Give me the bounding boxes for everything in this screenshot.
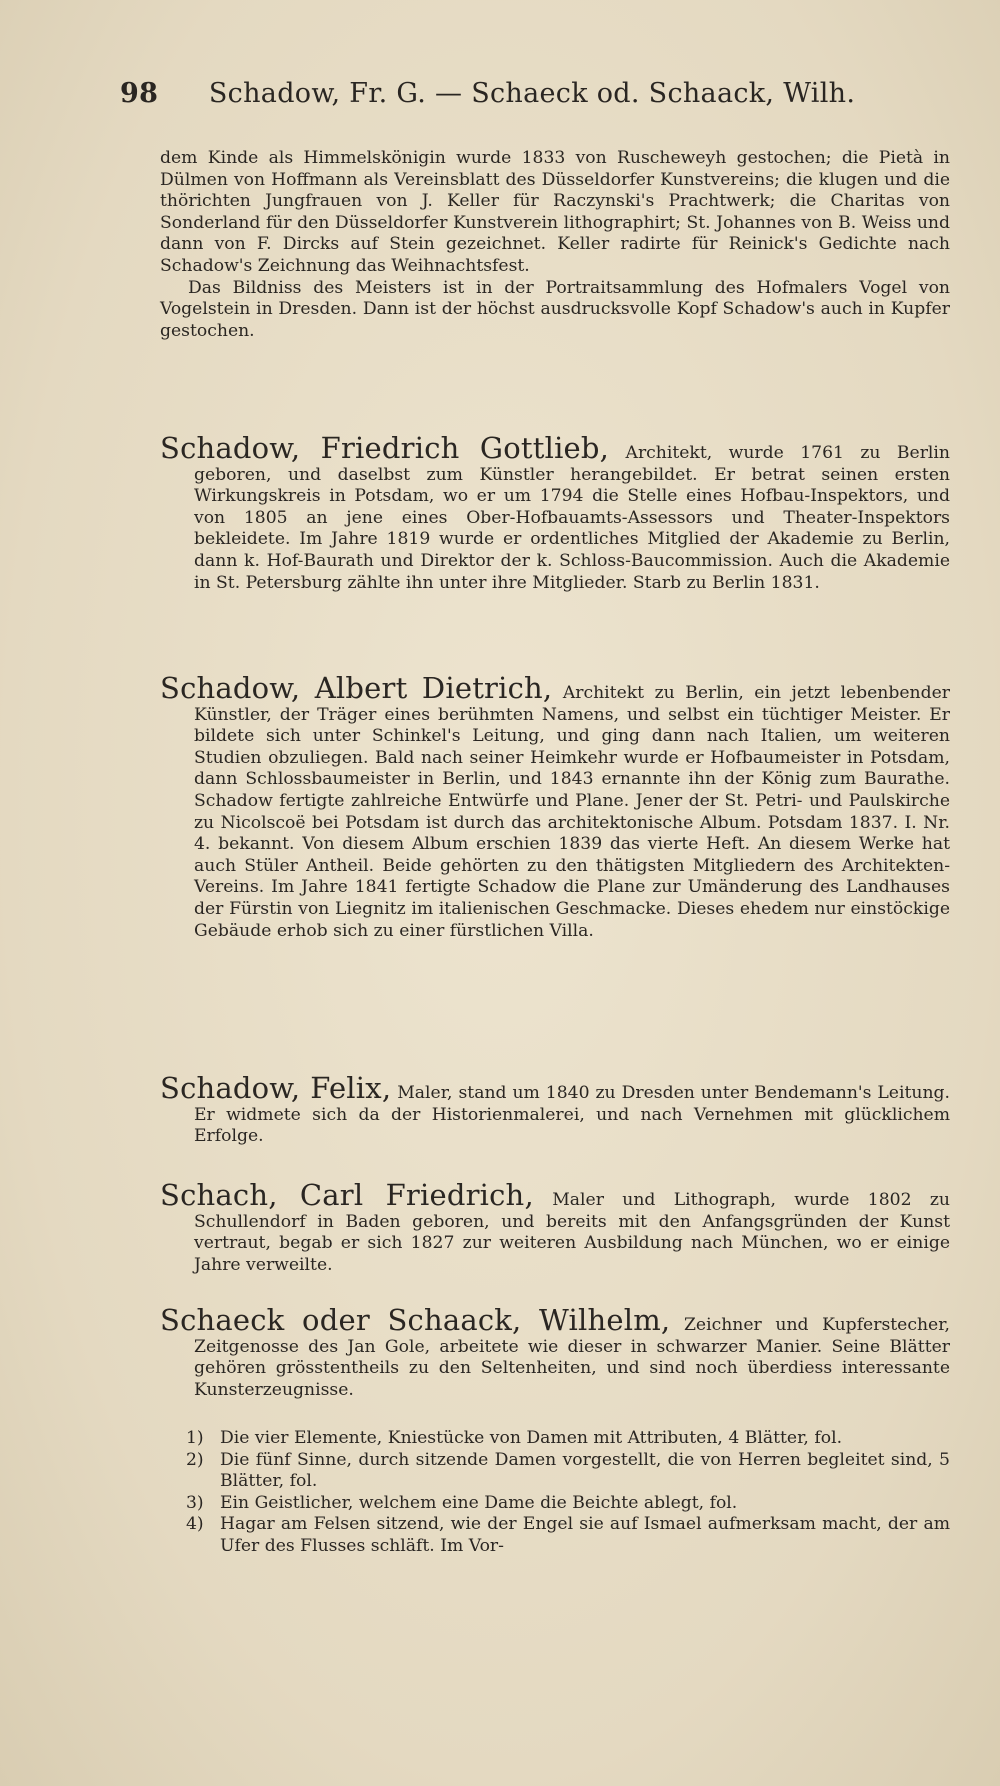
page-number: 98 <box>120 78 159 109</box>
intro-paragraph-1: dem Kinde als Himmelskönigin wurde 1833 von Ruscheweyh gestochen; die Pietà in Dülmen von Hoffmann als Vereinsblatt des Düsseldorfer Kunstvereins; die klugen und die thörichten Jungfrauen von J. Keller für Raczynski's Prachtwerk; die Charitas von Sonderland für den Düsseldorfer Kunstverein lithographirt; St. Johannes von B. Weiss und dann von F. Dircks auf Stein gezeichnet. Keller radirte für Reinick's Gedichte nach Schadow's Zeichnung das Weihnachtsfest. <box>160 148 950 276</box>
list-text: Die fünf Sinne, durch sitzende Damen vorgestellt, die von Herren begleitet sind, 5 Blätter, fol. <box>220 1449 950 1492</box>
list-item <box>186 1428 950 1450</box>
list-number: 2) <box>186 1449 204 1470</box>
intro-section <box>160 148 950 342</box>
intro-paragraph-2: Das Bildniss des Meisters ist in der Portraitsammlung des Hofmalers Vogel von Vogelstein in Dresden. Dann ist der höchst ausdrucksvolle Kopf Schadow's auch in Kupfer gestochen. <box>160 277 950 341</box>
entry-carl-friedrich <box>160 1178 950 1276</box>
list-number: 3) <box>186 1492 204 1513</box>
list-text: Hagar am Felsen sitzend, wie der Engel sie auf Ismael aufmerksam macht, der am Ufer des Flusses schläft. Im Vor- <box>220 1514 950 1556</box>
list-number: 4) <box>186 1514 204 1535</box>
entry-text: Maler, stand um 1840 zu Dresden unter Bendemann's Leitung. Er widmete sich da der Historienmalerei, und nach Vernehmen mit glücklichem Erfolge. <box>194 1083 950 1147</box>
entry-name: Schadow, Felix, <box>160 1071 392 1105</box>
list-text: Die vier Elemente, Kniestücke von Damen mit Attributen, 4 Blätter, fol. <box>220 1428 843 1448</box>
list-item <box>186 1514 950 1557</box>
entry-text: Architekt, wurde 1761 zu Berlin geboren, und daselbst zum Künstler herangebildet. Er betrat seinen ersten Wirkungskreis in Potsdam, wo er um 1794 die Stelle eines Hofbau-Inspektors, und von 1805 an jene eines Ober-Hofbauamts-Assessors und Theater-Inspektors bekleidete. Im Jahre 1819 wurde er ordentliches Mitglied der Akademie zu Berlin, dann k. Hof-Baurath und Direktor der k. Schloss-Baucommission. Auch die Akademie in St. Petersburg zählte ihn unter ihre Mitglieder. Starb zu Berlin 1831. <box>194 443 950 593</box>
works-list <box>160 1428 950 1558</box>
list-item <box>186 1493 950 1515</box>
list-number: 1) <box>186 1428 204 1448</box>
entry-wilhelm <box>160 1303 950 1401</box>
list-item <box>186 1450 950 1493</box>
works-list-section <box>160 1428 950 1558</box>
entry-friedrich-gottlieb <box>160 431 950 594</box>
list-text: Ein Geistlicher, welchem eine Dame die Beichte ablegt, fol. <box>220 1492 738 1513</box>
entry-albert-dietrich <box>160 671 950 942</box>
entry-text: Maler und Lithograph, wurde 1802 zu Schullendorf in Baden geboren, und bereits mit den Anfangsgründen der Kunst vertraut, begab er sich 1827 zur weiteren Ausbildung nach München, wo er einige Jahre verweilte. <box>194 1190 950 1275</box>
page-header <box>120 78 920 109</box>
entry-name: Schadow, Albert Dietrich, <box>160 671 553 705</box>
entry-name: Schaeck oder Schaack, Wilhelm, <box>160 1303 671 1337</box>
entry-name: Schach, Carl Friedrich, <box>160 1178 534 1212</box>
entry-text: Architekt zu Berlin, ein jetzt lebenbender Künstler, der Träger eines berühmten Namens, und selbst ein tüchtiger Meister. Er bildete sich unter Schinkel's Leitung, und ging dann nach Italien, um weiteren Studien obzuliegen. Bald nach seiner Heimkehr wurde er Hofbaumeister in Potsdam, dann Schlossbaumeister in Berlin, und 1843 ernannte ihn der König zum Baurathe. Schadow fertigte zahlreiche Entwürfe und Plane. Jener der St. Petri- und Paulskirche zu Nicolscoë bei Potsdam ist durch das architektonische Album. Potsdam 1837. I. Nr. 4. bekannt. Von diesem Album erschien 1839 das vierte Heft. An diesem Werke hat auch Stüler Antheil. Beide gehörten zu den thätigsten Mitgliedern des Architekten-Vereins. Im Jahre 1841 fertigte Schadow die Plane zur Umänderung des Landhauses der Fürstin von Liegnitz im italienischen Geschmacke. Dieses ehedem nur einstöckige Gebäude erhob sich zu einer fürstlichen Villa. <box>194 683 950 941</box>
entry-felix <box>160 1071 950 1148</box>
entry-name: Schadow, Friedrich Gottlieb, <box>160 431 610 465</box>
running-title: Schadow, Fr. G. — Schaeck od. Schaack, Wilh. <box>208 78 856 109</box>
entry-text: Zeichner und Kupferstecher, Zeitgenosse des Jan Gole, arbeitete wie dieser in schwarzer Manier. Seine Blätter gehören grösstentheils zu den Seltenheiten, und sind noch überdiess interessante Kunsterzeugnisse. <box>194 1315 950 1400</box>
